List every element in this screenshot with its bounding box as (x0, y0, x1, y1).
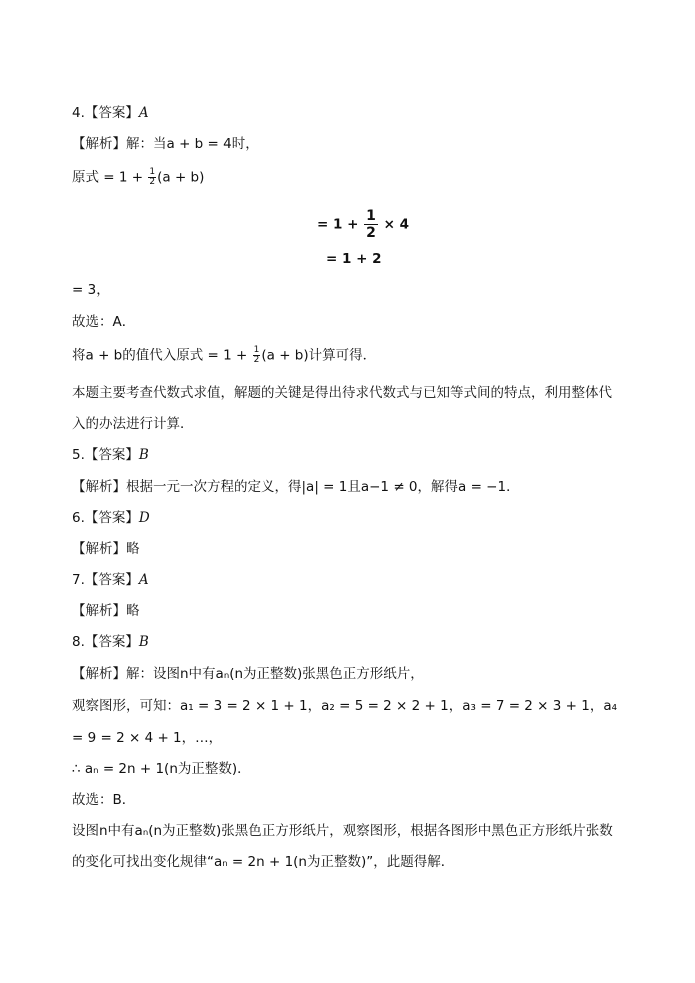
q7-analysis-line (72, 602, 140, 620)
q4-expr-suffix: (a + b) (157, 169, 205, 186)
q4-choice: 故选：A． (72, 314, 136, 330)
q4-sub-numerator: 1 (253, 345, 260, 355)
q4-expression-line (72, 168, 204, 187)
q8-observation-cont: = 9 = 2 × 4 + 1，…， (72, 730, 223, 746)
q4-analysis-line (72, 135, 259, 153)
q4-answer-value: A (138, 105, 149, 121)
q5-analysis-text: 根据一元一次方程的定义，得|a| = 1且a−1 ≠ 0，解得a = −1． (126, 479, 520, 495)
q8-summary: 设图n中有aₙ(n为正整数)张黑色正方形纸片，观察图形，根据各图形中黑色正方形纸片张数的变化可找出变化规律“aₙ = 2n + 1(n为正整数)”，此题得解． (72, 823, 613, 870)
q8-observation-line: 观察图形，可知：a₁ = 3 = 2 × 1 + 1，a₂ = 5 = 2 × 2 + 1，a₃ = 7 = 2 × 3 + 1，a₄ (72, 698, 618, 714)
q7-answer-value: A (138, 572, 149, 588)
q4-analysis-text: 解：当a + b = 4时， (126, 136, 259, 152)
q4-substitution-line (72, 346, 376, 365)
q8-answer-value: B (138, 634, 149, 650)
q5-analysis-line (72, 478, 520, 496)
q4-step1-prefix: = 1 + (317, 216, 364, 233)
q6-analysis-line (72, 540, 140, 558)
q7-analysis-text: 略 (126, 603, 140, 619)
q6-number: 6. (72, 510, 85, 526)
q4-step-1 (317, 209, 409, 240)
q5-answer-label: 【答案】 (84, 447, 139, 463)
q4-expr-prefix: 原式 = 1 + (72, 169, 148, 186)
q5-analysis-label: 【解析】 (72, 479, 126, 495)
q8-analysis-text: 解：设图n中有aₙ(n为正整数)张黑色正方形纸片， (126, 666, 424, 682)
q8-conclusion: ∴ aₙ = 2n + 1(n为正整数)． (72, 761, 251, 777)
q8-analysis-line (72, 665, 424, 683)
q4-answer-label: 【答案】 (84, 105, 139, 121)
q4-frac-denominator: 2 (149, 177, 156, 187)
q4-sub-prefix: 将a + b的值代入原式 = 1 + (72, 347, 252, 364)
q5-answer-line (72, 446, 149, 464)
q4-step1-numerator: 1 (366, 208, 376, 224)
q4-sub-fraction (253, 346, 261, 365)
q8-choice: 故选：B． (72, 792, 136, 808)
q8-analysis-label: 【解析】 (72, 666, 126, 682)
q5-number: 5. (72, 447, 85, 463)
q7-answer-line (72, 571, 149, 589)
q4-step1-suffix: × 4 (378, 216, 409, 233)
q5-answer-value: B (138, 447, 149, 463)
q4-sub-suffix: (a + b)计算可得． (261, 347, 377, 364)
q4-sub-denominator: 2 (253, 355, 260, 365)
q8-number: 8. (72, 634, 85, 650)
q4-analysis-label: 【解析】 (72, 136, 126, 152)
q4-step1-fraction (364, 209, 378, 240)
q6-answer-line (72, 509, 150, 527)
q6-answer-value: D (138, 510, 150, 526)
q7-analysis-label: 【解析】 (72, 603, 126, 619)
q4-number: 4. (72, 105, 85, 121)
q4-summary: 本题主要考查代数式求值，解题的关键是得出待求代数式与已知等式间的特点，利用整体代入的办法进行计算． (72, 385, 612, 432)
q6-analysis-text: 略 (126, 541, 140, 557)
q4-half-fraction (148, 168, 156, 187)
q4-answer-line (72, 104, 149, 122)
q4-step-2: = 1 + 2 (326, 251, 382, 267)
q4-frac-numerator: 1 (149, 167, 156, 177)
q4-step1-denominator: 2 (366, 225, 376, 241)
q6-answer-label: 【答案】 (84, 510, 139, 526)
q6-analysis-label: 【解析】 (72, 541, 126, 557)
q8-answer-line (72, 633, 149, 651)
q8-answer-label: 【答案】 (84, 634, 139, 650)
q7-number: 7. (72, 572, 85, 588)
q4-result: = 3， (72, 282, 110, 298)
q7-answer-label: 【答案】 (84, 572, 139, 588)
